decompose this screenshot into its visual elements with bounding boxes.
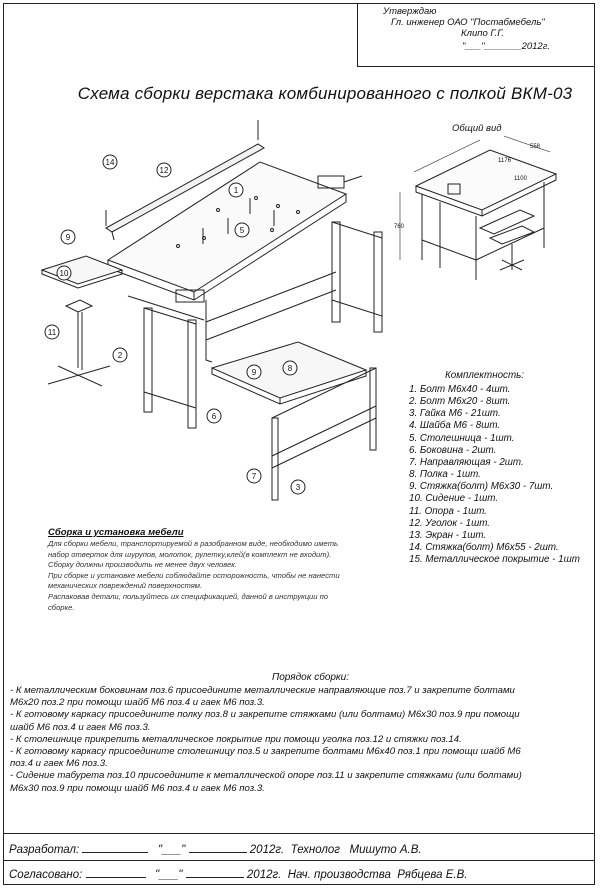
svg-text:9: 9 [65, 233, 71, 242]
assembly-paragraph: При сборке и установке мебели соблюдайте осторожность, чтобы не нанести механических повреждений поверхностям. [48, 570, 340, 591]
approval-stamp [357, 3, 595, 67]
callout-10 [57, 266, 71, 280]
kit-item: 10. Сидение - 1шт. [409, 493, 499, 505]
callout-1 [229, 183, 243, 197]
approval-line-1: Утверждаю [383, 6, 437, 17]
callout-9b [247, 365, 261, 379]
developer-row [9, 842, 422, 856]
callout-7 [247, 469, 261, 483]
stool-support-part [48, 300, 110, 386]
svg-text:9: 9 [251, 368, 257, 377]
approved-quote: "___" [155, 869, 183, 881]
general-view-label: Общий вид [452, 123, 502, 134]
approval-date: "___"_______2012г. [462, 41, 551, 52]
approval-line-2: Гл. инженер ОАО "Постабмебель" [391, 17, 545, 28]
dim-1100: 1100 [514, 176, 527, 182]
callout-9a [61, 230, 75, 244]
svg-text:3: 3 [295, 483, 301, 492]
kit-item: 15. Металлическое покрытие - 1шт [409, 554, 580, 566]
left-side-frame [128, 296, 204, 428]
order-step: - К готовому каркасу присоедините полку поз.8 и закрепите стяжками (или болтами) М6х30 поз.9 при помощи шайб М6 поз.4 и гаек М6 поз.3. [10, 709, 520, 733]
svg-text:5: 5 [239, 226, 245, 235]
assembly-title: Сборка и установка мебели [48, 527, 184, 538]
developer-year: 2012г. [249, 844, 285, 856]
approved-label: Согласовано: [9, 869, 83, 881]
dim-1176: 1176 [498, 158, 511, 164]
signature-block [3, 833, 595, 885]
general-view-drawing [400, 136, 556, 280]
order-step: - К готовому каркасу присоедините столешницу поз.5 и закрепите болтами М6х40 поз.1 при помощи шайб М6 поз.4 и гаек М6 поз.3. [10, 746, 521, 770]
assembly-paragraph: Для сборки мебели, транспортируемой в разобранном виде, необходимо иметь набор отверток для шурупов, молоток, рулетку,клей(в комплект не входит). [48, 539, 339, 559]
approval-line-3: Клипо Г.Г. [461, 28, 505, 39]
approved-year: 2012г. [246, 869, 282, 881]
kit-item: 9. Стяжка(болт) М6х30 - 7шт. [409, 481, 554, 493]
kit-item: 11. Опора - 1шт. [409, 505, 488, 517]
approved-name: Рябцева Е.В. [397, 869, 468, 881]
developer-role: Технолог [290, 844, 340, 856]
assembly-paragraph: Сборку должны производить не менее двух человек. [48, 560, 237, 570]
kit-title: Комплектность: [445, 370, 524, 381]
svg-text:10: 10 [59, 269, 69, 278]
order-step: - К металлическим боковинам поз.6 присоедините металлические направляющие поз.7 и закрепите болтами М6х20 поз.2 при помощи шайб М6 поз.4 и гаек М6 поз.3. [10, 685, 515, 709]
page-title: Схема сборки верстака комбинированного с полкой ВКМ-03 [77, 84, 573, 103]
approved-row [9, 867, 467, 881]
kit-item: 6. Боковина - 2шт. [409, 444, 497, 456]
svg-text:8: 8 [287, 364, 293, 373]
svg-text:14: 14 [105, 158, 115, 167]
kit-item: 5. Столешница - 1шт. [409, 432, 515, 444]
callout-5 [235, 223, 249, 237]
kit-item: 13. Экран - 1шт. [409, 529, 487, 541]
kit-item: 3. Гайка М6 - 21шт. [409, 408, 501, 420]
dim-558: 558 [530, 144, 541, 150]
kit-item: 4. Шайба М6 - 8шт. [409, 420, 501, 432]
order-step: - К столешнице прикрепить металлическое покрытие при помощи уголка поз.12 и стяжки поз.14. [10, 733, 462, 745]
dim-760: 760 [394, 224, 405, 230]
kit-item: 12. Уголок - 1шт. [409, 517, 491, 529]
callout-11 [45, 325, 59, 339]
callout-6 [207, 409, 221, 423]
assembly-paragraph: Распаковав детали, пользуйтесь их спецификацией, данной в инструкции по сборке. [48, 591, 329, 612]
callout-12 [157, 163, 171, 177]
kit-item: 14. Стяжка(болт) М6х55 - 2шт. [409, 542, 559, 554]
developer-label: Разработал: [9, 844, 80, 856]
svg-text:11: 11 [47, 328, 57, 337]
svg-text:1: 1 [233, 186, 239, 195]
svg-text:12: 12 [159, 166, 169, 175]
callout-8 [283, 361, 297, 375]
kit-item: 8. Полка - 1шт. [409, 469, 481, 481]
svg-text:6: 6 [211, 412, 217, 421]
svg-text:7: 7 [251, 472, 257, 481]
developer-name: Мишуто А.В. [349, 844, 422, 856]
kit-item: 1. Болт М6х40 - 4шт. [409, 384, 511, 395]
kit-list [409, 384, 580, 566]
callout-2 [113, 348, 127, 362]
assembly-instructions [48, 539, 348, 613]
kit-item: 7. Направляющая - 2шт. [409, 456, 524, 468]
callout-3 [291, 480, 305, 494]
order-step: - Сидение табурета поз.10 присоедините к металлической опоре поз.11 и закрепите стяжками (или болтами) М6х30 поз.9 при помощи шайб М6 поз.4 и гаек М6 поз.3. [10, 770, 522, 794]
assembly-order-list [10, 685, 530, 795]
developer-quote: "___" [158, 844, 186, 856]
approved-role: Нач. производства [287, 869, 391, 881]
order-title: Порядок сборки: [272, 672, 349, 683]
kit-item: 2. Болт М6х20 - 8шт. [409, 396, 511, 408]
callout-14 [103, 155, 117, 169]
svg-text:2: 2 [117, 351, 123, 360]
